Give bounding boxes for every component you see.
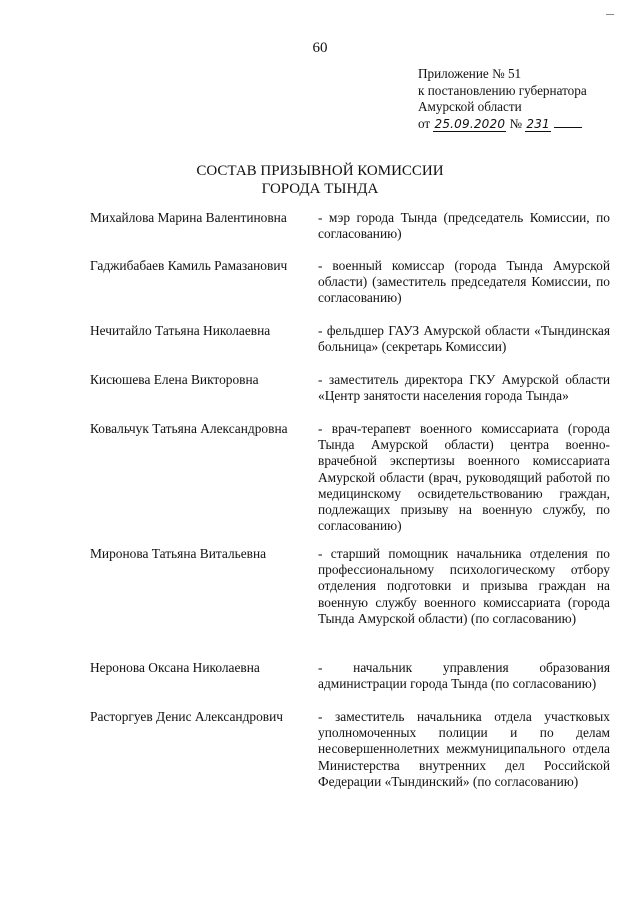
member-name: Расторгуев Денис Александрович <box>90 709 284 724</box>
annex-title: Приложение № 51 <box>418 66 522 81</box>
member-name: Ковальчук Татьяна Александровна <box>90 421 288 436</box>
member-name: Миронова Татьяна Витальевна <box>90 546 267 561</box>
member-role: - заместитель начальника отдела участковых уполномоченных полиции и по делам несовершеннолетних межмуниципального отдела Министерства внутренних дел Российской Федерации «Тындинский» (по согласованию) <box>318 709 610 789</box>
title-line-2: ГОРОДА ТЫНДА <box>261 181 379 197</box>
annex-decree: к постановлению губернатора <box>418 82 587 98</box>
member-role: - фельдшер ГАУЗ Амурской области «Тындинская больница» (секретарь Комиссии) <box>318 323 610 355</box>
title-line-1: СОСТАВ ПРИЗЫВНОЙ КОМИССИИ <box>196 163 444 179</box>
member-name: Неронова Оксана Николаевна <box>90 660 260 675</box>
annex-region: Амурской области <box>418 99 522 114</box>
document-title <box>0 162 640 198</box>
annex-date-line <box>418 116 587 133</box>
annex-from-label: от <box>418 115 431 131</box>
member-name: Гаджибабаев Камиль Рамазанович <box>90 258 288 273</box>
member-role: - заместитель директора ГКУ Амурской области «Центр занятости населения города Тында» <box>318 372 610 404</box>
annex-number-label: № <box>509 115 523 131</box>
annex-number-blank <box>554 127 582 128</box>
member-role: - врач-терапевт военного комиссариата (города Тында Амурской области) центра военно-врачебной экспертизы военного комиссариата Амурской области (врач, руководящий работой по медицинскому освидетельствованию граждан, подлежащих призыву на военную службу, по согласованию) <box>318 421 610 534</box>
member-role: - мэр города Тында (председатель Комиссии, по согласованию) <box>318 210 610 242</box>
scan-mark <box>606 14 614 15</box>
member-name: Михайлова Марина Валентиновна <box>90 210 287 225</box>
annex-block <box>418 66 587 132</box>
member-name: Нечитайло Татьяна Николаевна <box>90 323 271 338</box>
member-role: - военный комиссар (города Тында Амурской области) (заместитель председателя Комиссии, по согласованию) <box>318 258 610 306</box>
annex-date: 25.09.2020 <box>434 116 506 131</box>
page-number: 60 <box>312 40 328 56</box>
member-role: - начальник управления образования администрации города Тында (по согласованию) <box>318 660 610 692</box>
annex-number: 231 <box>526 116 550 131</box>
member-role: - старший помощник начальника отделения по профессиональному психологическому отбору отделения подготовки и призыва граждан на военную службу военного комиссариата (города Тында Амурской области) (по согласованию) <box>318 546 610 626</box>
member-name: Кисюшева Елена Викторовна <box>90 372 259 387</box>
